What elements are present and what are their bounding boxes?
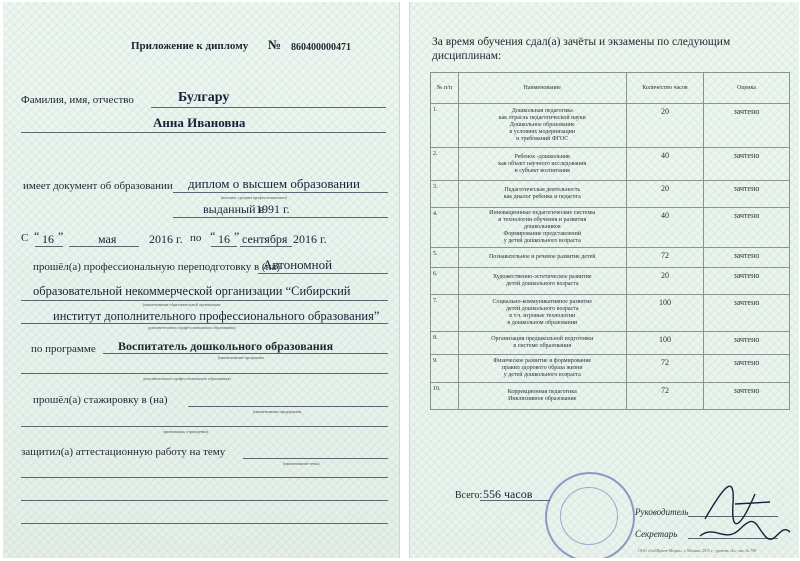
subject-grade: зачтено [704, 295, 790, 332]
subject-hours: 20 [626, 181, 703, 208]
secretary-label: Секретарь [635, 529, 678, 539]
subject-name-line: дошкольников [523, 224, 561, 230]
table-row [431, 248, 790, 268]
given-names: Анна Ивановна [153, 115, 246, 130]
subject-name-line: Дошкольное образование [509, 122, 575, 128]
fio-label: Фамилия, имя, отчество [21, 94, 134, 106]
handwritten-signatures [695, 474, 795, 549]
subject-grade: зачтено [704, 104, 790, 148]
to-day: 16 [218, 232, 230, 246]
total-value: 556 часов [483, 487, 533, 501]
program-label: по программе [31, 343, 96, 355]
subject-grade: зачтено [704, 355, 790, 383]
doc-value: диплом о высшем образовании [188, 176, 360, 191]
thesis-hint: (наименование темы) [283, 461, 320, 466]
subject-grade: зачтено [704, 268, 790, 295]
subject-name-line: Физическое развитие и формирование [493, 358, 592, 364]
subject-name-line: Формирование представлений [503, 231, 582, 237]
subject-hours: 20 [626, 268, 703, 295]
table-header-row [431, 73, 790, 104]
program-value: Воспитатель дошкольного образования [118, 339, 334, 353]
subject-name-line: Организация предшкольной подготовки [491, 336, 594, 342]
to-month: сентября [242, 232, 288, 246]
issued-year: 1991 г. [256, 202, 290, 216]
subject-name-line: детей дошкольного возраста [505, 306, 579, 312]
internship-hint1: (наименование предприятия, [253, 409, 303, 414]
row-number: 9. [431, 355, 459, 383]
subject-name-line: Художественно-эстетическое развитие [492, 274, 592, 280]
surname: Булгару [178, 90, 230, 105]
diploma-appendix-left-page: Приложение к диплому № 860400000471 Фамилия, имя, отчество Булгару Анна Ивановна имеет документ об образовании диплом о высшем образовании (высшем, среднем профессиональном) выданный в 1991 г. С “ 16 ” мая 2016 г. по “ 16 ” сентября 2016 г. прошёл(а) профессиональную переподготовку в (на) Автономной образовательной некоммерческой организации “Сибирский (наименование образовательной организации институт дополнительного профессионального образования” дополнительного профессионального образования) по программе Воспитатель дошкольного образования (наименование программы дополнительного профессионального образования) прошёл(а) стажировку в (на) (наименование предприятия, организации, учреждения) защитил(а) аттестационную работу на тему (наименование темы) [3, 2, 400, 558]
subject-name-line: в системе образования [513, 343, 572, 349]
subject-name-line: Дошкольная педагогика [511, 108, 573, 114]
diploma-appendix-right-page [409, 2, 799, 558]
subject-hours: 72 [626, 383, 703, 410]
org-line1: Автономной [263, 257, 333, 272]
subject-name-line: в условиях модернизации [509, 129, 576, 135]
row-number: 10. [431, 383, 459, 410]
table-row [431, 181, 790, 208]
program-hint1: (наименование программы [218, 355, 264, 360]
subject-name-line: правил здорового образа жизни [501, 365, 583, 371]
from-month: мая [98, 232, 117, 246]
row-number: 3. [431, 181, 459, 208]
subject-name [458, 383, 626, 410]
subject-grade: зачтено [704, 248, 790, 268]
subject-name [458, 268, 626, 295]
from-prefix: С [21, 232, 29, 244]
appendix-title: Приложение к диплому [131, 40, 249, 52]
subject-name [458, 295, 626, 332]
subject-name [458, 332, 626, 355]
internship-label: прошёл(а) стажировку в (на) [33, 394, 168, 406]
subject-hours: 100 [626, 332, 703, 355]
table-row [431, 104, 790, 148]
col-hours-header: Количество часов [626, 73, 703, 104]
subject-hours: 20 [626, 104, 703, 148]
subject-name-line: в дошкольном образовании [507, 320, 578, 326]
subject-name-line: детей дошкольного возраста [505, 281, 579, 287]
org-hint1: (наименование образовательной организации [143, 302, 221, 307]
subject-name-line: и требований ФГОС [516, 136, 569, 142]
table-row [431, 208, 790, 248]
printer-footer: ООО «СибПринт-Медиа», г. Москва, 2015 г., уровень «Б», зак. № 798 [638, 548, 757, 553]
doc-hint: (высшем, среднем профессиональном) [221, 195, 288, 200]
subject-name [458, 248, 626, 268]
subject-name-line: Коррекционная педагогика [507, 389, 577, 395]
subject-name [458, 148, 626, 181]
row-number: 1. [431, 104, 459, 148]
subject-name-line: и субъект воспитания [514, 167, 570, 174]
subject-hours: 72 [626, 248, 703, 268]
table-row [431, 148, 790, 181]
col-grade-header: Оценка [704, 73, 790, 104]
table-row [431, 383, 790, 410]
to-prefix: по [190, 232, 202, 244]
internship-hint2: организации, учреждения) [163, 429, 209, 434]
subject-name-line: Социально-коммуникативное развитие [492, 299, 593, 305]
subject-name-line: у детей дошкольного возраста [503, 372, 581, 378]
subject-hours: 72 [626, 355, 703, 383]
subject-name [458, 208, 626, 248]
thesis-label: защитил(а) аттестационную работу на тему [21, 446, 226, 458]
total-label: Всего: [455, 490, 483, 501]
org-hint2: дополнительного профессионального образования) [148, 325, 236, 330]
number-sign: № [268, 37, 282, 52]
subject-name-line: Ребенок -дошкольник [514, 153, 570, 160]
subject-name-line: Инновационные педагогические системы [489, 210, 596, 216]
from-day: 16 [42, 232, 54, 246]
subjects-heading-line1: За время обучения сдал(а) зачёты и экзамены по следующим [432, 36, 731, 48]
col-name-header: Наименование [458, 73, 626, 104]
subject-name-line: Познавательное и речевое развитие детей [488, 254, 596, 260]
row-number: 4. [431, 208, 459, 248]
subjects-table [430, 72, 790, 410]
doc-label: имеет документ об образовании [23, 180, 173, 192]
row-number: 6. [431, 268, 459, 295]
subject-grade: зачтено [704, 148, 790, 181]
subject-name-line: у детей дошкольного возраста [503, 238, 581, 244]
table-row [431, 268, 790, 295]
from-year: 2016 г. [149, 232, 183, 246]
org-line2: образовательной некоммерческой организации “Сибирский [33, 284, 351, 298]
row-number: 2. [431, 148, 459, 181]
issued-label: выданный в [203, 202, 265, 216]
subject-name [458, 181, 626, 208]
subject-name-line: Педагогическая деятельность [504, 187, 581, 193]
table-row [431, 332, 790, 355]
subject-hours: 100 [626, 295, 703, 332]
subjects-heading-line2: дисциплинам: [432, 50, 502, 62]
subject-name-line: как диалог ребенка и педагога [503, 194, 581, 200]
subject-hours: 40 [626, 208, 703, 248]
to-year: 2016 г. [293, 232, 327, 246]
head-label: Руководитель [635, 507, 689, 517]
subject-name-line: Инклюзивное образование [508, 396, 577, 402]
table-row [431, 295, 790, 332]
row-number: 8. [431, 332, 459, 355]
subject-name [458, 104, 626, 148]
org-line3: институт дополнительного профессионального образования” [53, 309, 380, 323]
subject-grade: зачтено [704, 181, 790, 208]
subject-grade: зачтено [704, 383, 790, 410]
subject-name [458, 355, 626, 383]
official-stamp [545, 472, 635, 558]
subject-hours: 40 [626, 148, 703, 181]
row-number: 7. [431, 295, 459, 332]
table-row [431, 355, 790, 383]
subject-name-line: в т.ч. игровые технологии [509, 313, 576, 319]
subject-name-line: как объект научного исследования [498, 160, 587, 167]
subject-grade: зачтено [704, 332, 790, 355]
col-number-header: № п/п [431, 73, 459, 104]
subject-grade: зачтено [704, 208, 790, 248]
subject-name-line: как отрасль педагогической науки [498, 115, 586, 121]
row-number: 5. [431, 248, 459, 268]
program-hint2: дополнительного профессионального образования) [143, 376, 231, 381]
subject-name-line: и технологии обучения и развития [498, 217, 587, 223]
retraining-label: прошёл(а) профессиональную переподготовку в (на) [33, 261, 280, 273]
diploma-number: 860400000471 [291, 42, 351, 53]
